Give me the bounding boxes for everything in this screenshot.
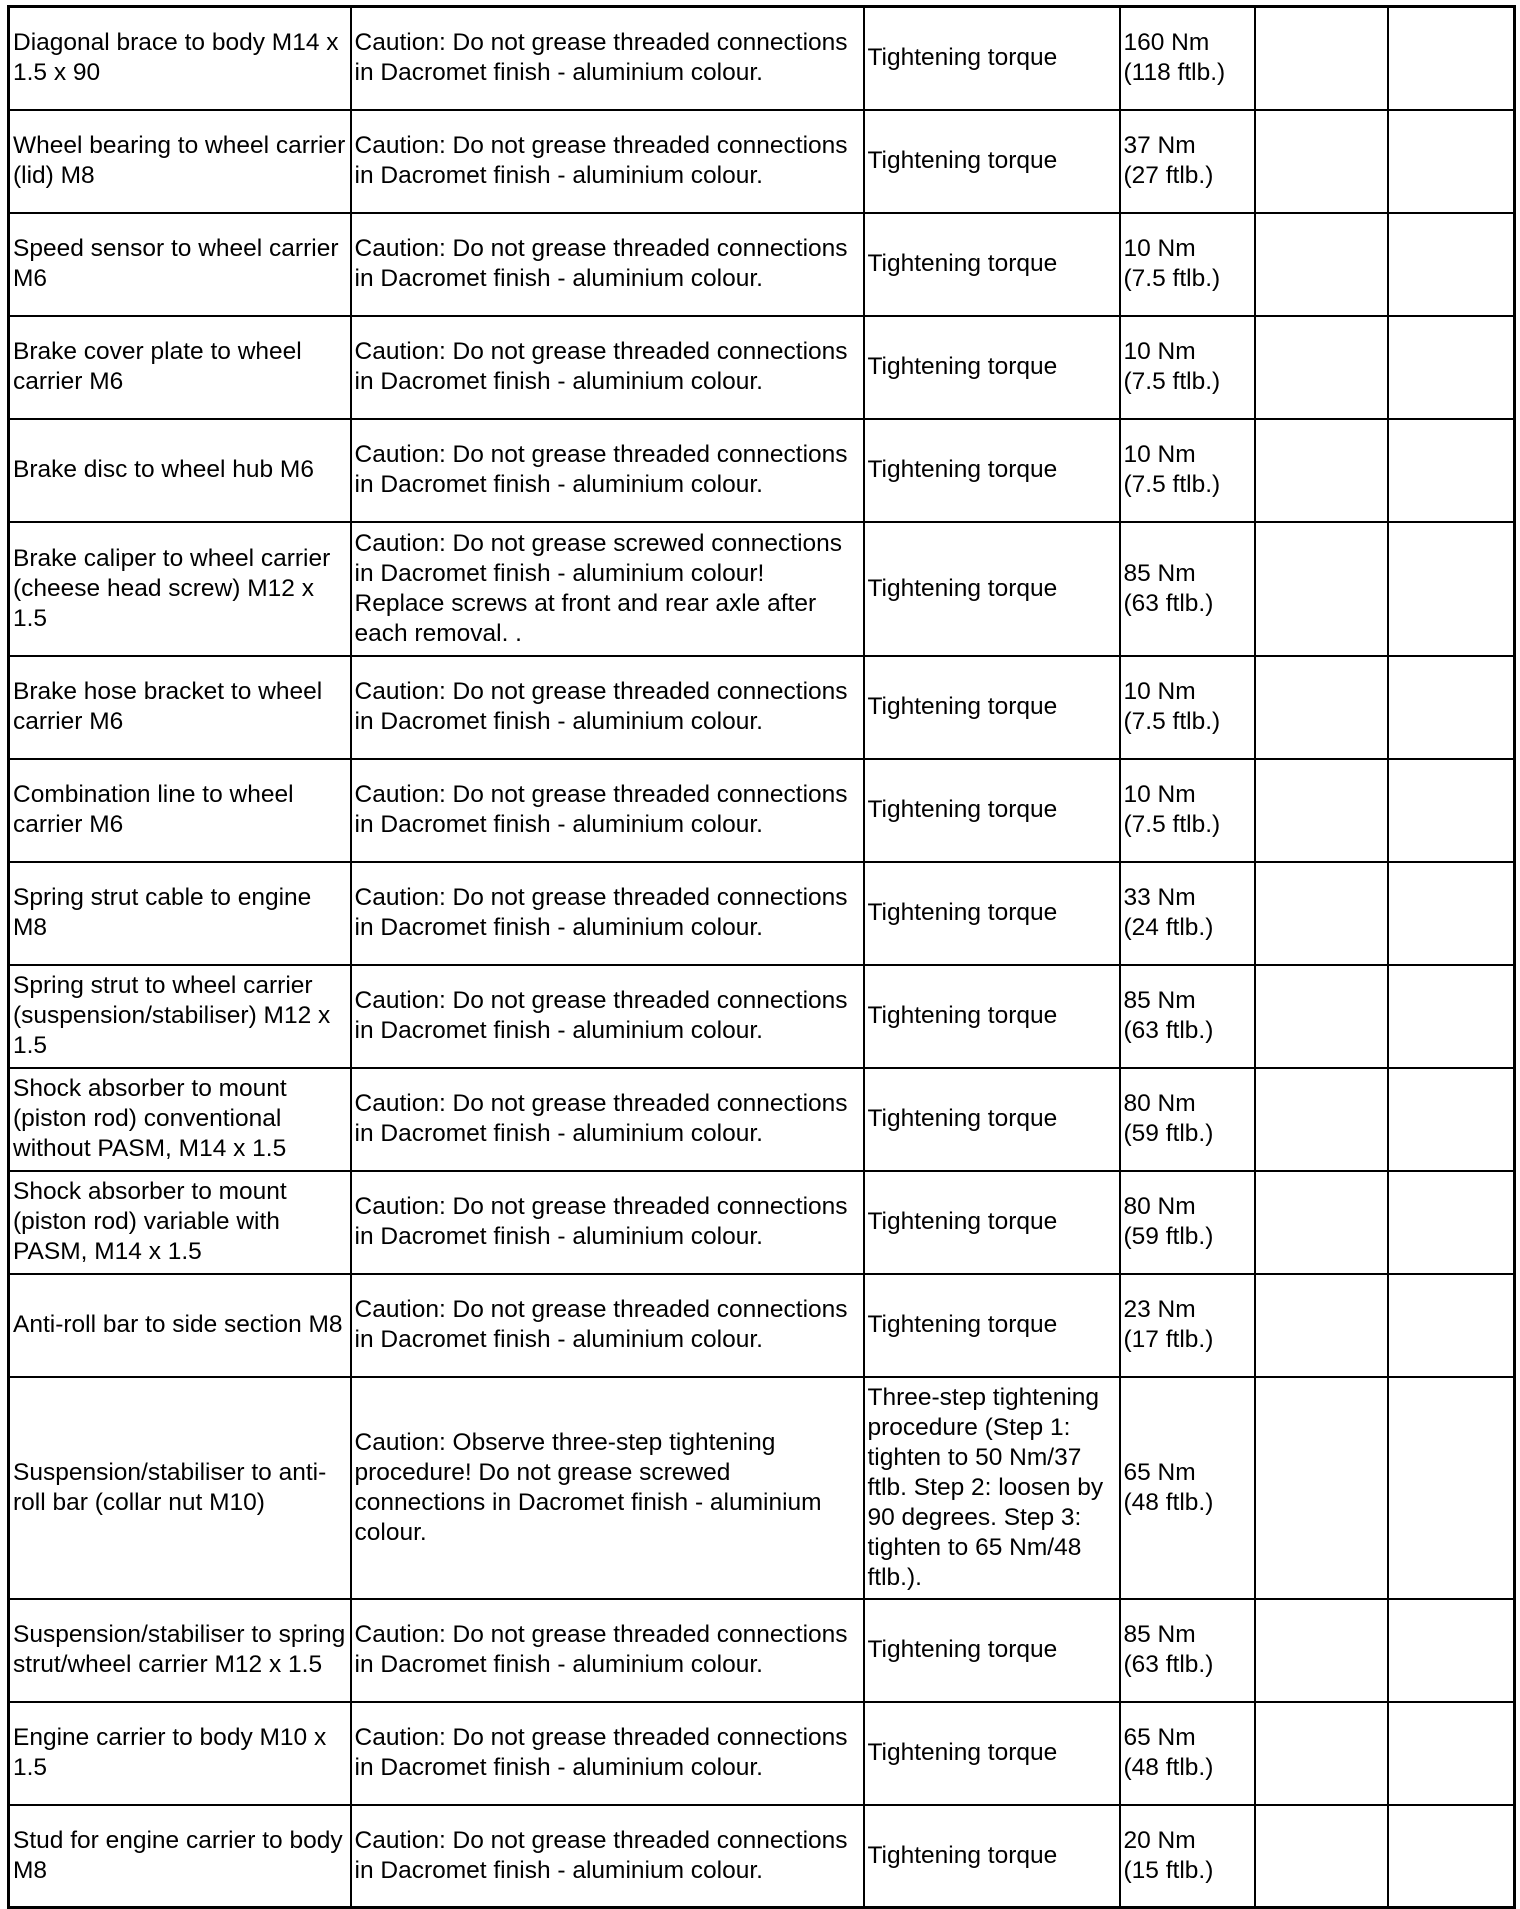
empty-cell — [1388, 965, 1515, 1068]
torque-type-cell: Tightening torque — [864, 1702, 1120, 1805]
component-cell: Brake cover plate to wheel carrier M6 — [9, 316, 351, 419]
torque-type-cell: Tightening torque — [864, 965, 1120, 1068]
torque-value-cell — [1120, 1599, 1255, 1702]
torque-type-cell: Tightening torque — [864, 1274, 1120, 1377]
table-row — [9, 213, 1515, 316]
torque-value-metric: 10 Nm — [1123, 678, 1196, 705]
note-cell: Caution: Do not grease threaded connections in Dacromet finish - aluminium colour. — [351, 656, 864, 759]
note-cell: Caution: Do not grease threaded connections in Dacromet finish - aluminium colour. — [351, 110, 864, 213]
empty-cell — [1388, 1805, 1515, 1908]
torque-value-metric: 80 Nm — [1123, 1193, 1196, 1220]
empty-cell — [1388, 1171, 1515, 1274]
empty-cell — [1255, 862, 1388, 965]
torque-value-imperial: (118 ftlb.) — [1123, 59, 1226, 87]
empty-cell — [1255, 419, 1388, 522]
empty-cell — [1255, 656, 1388, 759]
torque-value-cell — [1120, 1068, 1255, 1171]
torque-type-cell: Tightening torque — [864, 656, 1120, 759]
note-cell: Caution: Do not grease threaded connections in Dacromet finish - aluminium colour. — [351, 1068, 864, 1171]
table-row — [9, 1805, 1515, 1908]
torque-value-cell — [1120, 862, 1255, 965]
torque-value-cell — [1120, 759, 1255, 862]
empty-cell — [1255, 213, 1388, 316]
torque-value-metric: 33 Nm — [1123, 884, 1196, 911]
empty-cell — [1255, 1068, 1388, 1171]
component-cell: Stud for engine carrier to body M8 — [9, 1805, 351, 1908]
torque-specification-table — [7, 5, 1516, 1909]
torque-value-metric: 85 Nm — [1123, 1621, 1196, 1648]
empty-cell — [1388, 759, 1515, 862]
torque-value-cell — [1120, 965, 1255, 1068]
empty-cell — [1388, 862, 1515, 965]
component-cell: Speed sensor to wheel carrier M6 — [9, 213, 351, 316]
component-cell: Brake hose bracket to wheel carrier M6 — [9, 656, 351, 759]
torque-type-cell: Tightening torque — [864, 1068, 1120, 1171]
table-row — [9, 1599, 1515, 1702]
component-cell: Brake disc to wheel hub M6 — [9, 419, 351, 522]
table-row — [9, 1068, 1515, 1171]
note-cell: Caution: Do not grease threaded connections in Dacromet finish - aluminium colour. — [351, 1171, 864, 1274]
note-cell: Caution: Do not grease threaded connections in Dacromet finish - aluminium colour. — [351, 1805, 864, 1908]
note-cell: Caution: Do not grease threaded connections in Dacromet finish - aluminium colour. — [351, 1274, 864, 1377]
torque-value-imperial: (63 ftlb.) — [1123, 1017, 1214, 1044]
component-cell: Engine carrier to body M10 x 1.5 — [9, 1702, 351, 1805]
empty-cell — [1388, 522, 1515, 656]
torque-value-imperial: (7.5 ftlb.) — [1123, 811, 1221, 838]
table-row — [9, 862, 1515, 965]
torque-value-imperial: (63 ftlb.) — [1123, 1651, 1214, 1678]
empty-cell — [1388, 1068, 1515, 1171]
empty-cell — [1255, 316, 1388, 419]
table-row — [9, 316, 1515, 419]
note-cell: Caution: Do not grease threaded connections in Dacromet finish - aluminium colour. — [351, 1599, 864, 1702]
empty-cell — [1255, 1274, 1388, 1377]
torque-value-imperial: (59 ftlb.) — [1123, 1120, 1214, 1147]
note-cell: Caution: Do not grease threaded connections in Dacromet finish - aluminium colour. — [351, 965, 864, 1068]
torque-value-metric: 37 Nm — [1123, 132, 1196, 159]
empty-cell — [1255, 110, 1388, 213]
torque-value-metric: 160 Nm — [1123, 29, 1210, 57]
torque-value-imperial: (7.5 ftlb.) — [1123, 708, 1221, 735]
table-row — [9, 656, 1515, 759]
torque-value-imperial: (7.5 ftlb.) — [1123, 368, 1221, 395]
torque-value-cell — [1120, 522, 1255, 656]
empty-cell — [1388, 656, 1515, 759]
torque-value-metric: 10 Nm — [1123, 781, 1196, 808]
empty-cell — [1255, 1377, 1388, 1599]
table-row — [9, 1171, 1515, 1274]
note-cell: Caution: Do not grease screwed connections in Dacromet finish - aluminium colour! Replace screws at front and rear axle after each removal. . — [351, 522, 864, 656]
torque-type-cell: Tightening torque — [864, 1599, 1120, 1702]
empty-cell — [1255, 759, 1388, 862]
torque-type-cell: Tightening torque — [864, 862, 1120, 965]
component-cell: Shock absorber to mount (piston rod) variable with PASM, M14 x 1.5 — [9, 1171, 351, 1274]
table-row — [9, 1274, 1515, 1377]
torque-value-metric: 65 Nm — [1123, 1458, 1196, 1486]
torque-value-metric: 10 Nm — [1123, 441, 1196, 468]
empty-cell — [1388, 1599, 1515, 1702]
note-cell: Caution: Do not grease threaded connections in Dacromet finish - aluminium colour. — [351, 1702, 864, 1805]
table-row — [9, 522, 1515, 656]
torque-value-metric: 20 Nm — [1123, 1826, 1196, 1854]
torque-value-cell — [1120, 1274, 1255, 1377]
torque-value-metric: 85 Nm — [1123, 987, 1196, 1014]
torque-value-imperial: (15 ftlb.) — [1123, 1856, 1214, 1884]
torque-value-metric: 10 Nm — [1123, 235, 1196, 262]
component-cell: Brake caliper to wheel carrier (cheese head screw) M12 x 1.5 — [9, 522, 351, 656]
torque-value-cell — [1120, 316, 1255, 419]
empty-cell — [1255, 7, 1388, 110]
torque-value-cell — [1120, 1702, 1255, 1805]
torque-value-cell — [1120, 1805, 1255, 1908]
table-row — [9, 1702, 1515, 1805]
torque-value-cell — [1120, 419, 1255, 522]
note-cell: Caution: Observe three-step tightening procedure! Do not grease screwed connections in Dacromet finish - aluminium colour. — [351, 1377, 864, 1599]
torque-type-cell: Tightening torque — [864, 110, 1120, 213]
component-cell: Shock absorber to mount (piston rod) conventional without PASM, M14 x 1.5 — [9, 1068, 351, 1171]
empty-cell — [1388, 316, 1515, 419]
empty-cell — [1255, 1805, 1388, 1908]
empty-cell — [1388, 1274, 1515, 1377]
table-row — [9, 7, 1515, 110]
torque-type-cell: Tightening torque — [864, 213, 1120, 316]
component-cell: Spring strut cable to engine M8 — [9, 862, 351, 965]
table-row — [9, 1377, 1515, 1599]
table-row — [9, 759, 1515, 862]
component-cell: Combination line to wheel carrier M6 — [9, 759, 351, 862]
note-cell: Caution: Do not grease threaded connections in Dacromet finish - aluminium colour. — [351, 419, 864, 522]
empty-cell — [1255, 1702, 1388, 1805]
torque-value-cell — [1120, 7, 1255, 110]
empty-cell — [1388, 1702, 1515, 1805]
torque-type-cell: Tightening torque — [864, 1805, 1120, 1908]
empty-cell — [1388, 419, 1515, 522]
empty-cell — [1255, 522, 1388, 656]
note-cell: Caution: Do not grease threaded connections in Dacromet finish - aluminium colour. — [351, 316, 864, 419]
torque-value-imperial: (48 ftlb.) — [1123, 1754, 1214, 1781]
component-cell: Spring strut to wheel carrier (suspension/stabiliser) M12 x 1.5 — [9, 965, 351, 1068]
torque-value-cell — [1120, 213, 1255, 316]
empty-cell — [1388, 213, 1515, 316]
empty-cell — [1255, 965, 1388, 1068]
torque-value-imperial: (7.5 ftlb.) — [1123, 471, 1221, 498]
empty-cell — [1388, 7, 1515, 110]
torque-value-cell — [1120, 656, 1255, 759]
torque-value-imperial: (7.5 ftlb.) — [1123, 265, 1221, 292]
component-cell: Diagonal brace to body M14 x 1.5 x 90 — [9, 7, 351, 110]
torque-type-cell: Tightening torque — [864, 7, 1120, 110]
component-cell: Wheel bearing to wheel carrier (lid) M8 — [9, 110, 351, 213]
torque-type-cell: Tightening torque — [864, 522, 1120, 656]
component-cell: Anti-roll bar to side section M8 — [9, 1274, 351, 1377]
note-cell: Caution: Do not grease threaded connections in Dacromet finish - aluminium colour. — [351, 862, 864, 965]
torque-value-metric: 10 Nm — [1123, 338, 1196, 365]
note-cell: Caution: Do not grease threaded connections in Dacromet finish - aluminium colour. — [351, 213, 864, 316]
torque-value-imperial: (24 ftlb.) — [1123, 914, 1214, 941]
component-cell: Suspension/stabiliser to spring strut/wheel carrier M12 x 1.5 — [9, 1599, 351, 1702]
torque-value-metric: 23 Nm — [1123, 1296, 1196, 1323]
torque-type-cell: Three-step tightening procedure (Step 1: tighten to 50 Nm/37 ftlb. Step 2: loosen by 90 degrees. Step 3: tighten to 65 Nm/48 ftlb.). — [864, 1377, 1120, 1599]
table-row — [9, 419, 1515, 522]
note-cell: Caution: Do not grease threaded connections in Dacromet finish - aluminium colour. — [351, 759, 864, 862]
empty-cell — [1388, 1377, 1515, 1599]
empty-cell — [1255, 1171, 1388, 1274]
table-row — [9, 965, 1515, 1068]
torque-value-metric: 85 Nm — [1123, 559, 1196, 587]
torque-value-metric: 65 Nm — [1123, 1724, 1196, 1751]
torque-value-cell — [1120, 1377, 1255, 1599]
torque-value-imperial: (63 ftlb.) — [1123, 589, 1214, 617]
empty-cell — [1388, 110, 1515, 213]
table-row — [9, 110, 1515, 213]
torque-value-cell — [1120, 1171, 1255, 1274]
torque-type-cell: Tightening torque — [864, 419, 1120, 522]
torque-value-cell — [1120, 110, 1255, 213]
torque-value-metric: 80 Nm — [1123, 1090, 1196, 1117]
torque-type-cell: Tightening torque — [864, 759, 1120, 862]
torque-type-cell: Tightening torque — [864, 1171, 1120, 1274]
torque-value-imperial: (17 ftlb.) — [1123, 1326, 1214, 1353]
note-cell: Caution: Do not grease threaded connections in Dacromet finish - aluminium colour. — [351, 7, 864, 110]
empty-cell — [1255, 1599, 1388, 1702]
torque-value-imperial: (27 ftlb.) — [1123, 162, 1214, 189]
torque-value-imperial: (48 ftlb.) — [1123, 1488, 1214, 1516]
torque-value-imperial: (59 ftlb.) — [1123, 1223, 1214, 1250]
torque-type-cell: Tightening torque — [864, 316, 1120, 419]
component-cell: Suspension/stabiliser to anti-roll bar (collar nut M10) — [9, 1377, 351, 1599]
table-body — [9, 7, 1515, 1908]
